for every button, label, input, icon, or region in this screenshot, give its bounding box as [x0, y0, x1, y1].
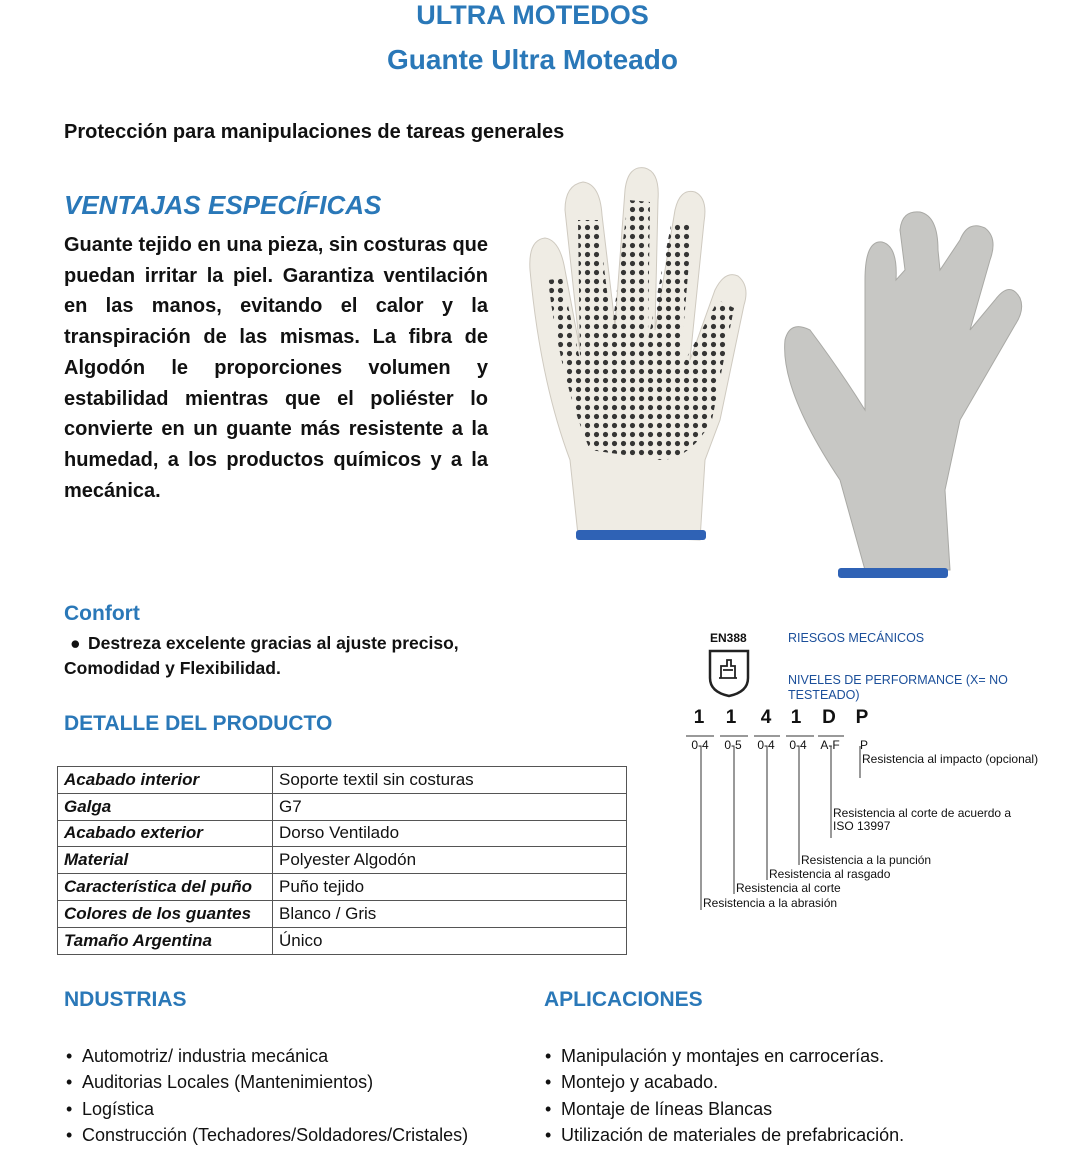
- gloves-image: [520, 160, 1030, 590]
- ventajas-text: Guante tejido en una pieza, sin costuras que puedan irritar la piel. Garantiza ventilación en las manos, evitando el calor y la transpiración de las mismas. La fibra de Algodón le proporciones volumen y estabilidad mientras que el poliéster lo convierte en un guante más resistente a la humedad, a los productos químicos y a la mecánica.: [64, 234, 488, 502]
- product-detail-table: [57, 766, 627, 955]
- table-row: [58, 767, 627, 794]
- confort-line2: Comodidad y Flexibilidad.: [64, 658, 281, 678]
- annotation-corte: Resistencia al corte: [736, 881, 841, 895]
- annotation-impacto: Resistencia al impacto (opcional): [862, 752, 1039, 766]
- industrias-heading: NDUSTRIAS: [64, 988, 187, 1011]
- code-impacto: P: [855, 707, 869, 728]
- list-item: • Construcción (Techadores/Soldadores/Cristales): [66, 1123, 468, 1149]
- annotation-rasgado: Resistencia al rasgado: [769, 867, 891, 881]
- row-value: Soporte textil sin costuras: [273, 767, 627, 794]
- aplicaciones-list: [545, 1044, 904, 1149]
- code-puncion: 1: [790, 707, 802, 728]
- detalle-heading: DETALLE DEL PRODUCTO: [64, 712, 333, 735]
- row-label: Tamaño Argentina: [58, 927, 273, 954]
- range-puncion: 0-4: [789, 738, 807, 752]
- list-item: • Montaje de líneas Blancas: [545, 1097, 904, 1123]
- row-value: Polyester Algodón: [273, 847, 627, 874]
- list-item: • Manipulación y montajes en carrocerías.: [545, 1044, 904, 1070]
- table-row: [58, 900, 627, 927]
- code-corte-iso: D: [822, 707, 836, 728]
- confort-line1: Destreza excelente gracias al ajuste preciso,: [88, 633, 459, 653]
- riesgos-label: RIESGOS MECÁNICOS: [788, 631, 925, 645]
- table-row: [58, 793, 627, 820]
- row-label: Galga: [58, 793, 273, 820]
- table-row: [58, 874, 627, 901]
- confort-bullet: [70, 633, 459, 654]
- table-row: [58, 847, 627, 874]
- list-item: • Auditorias Locales (Mantenimientos): [66, 1070, 468, 1096]
- aplicaciones-heading: APLICACIONES: [544, 988, 703, 1011]
- code-rasgado: 4: [760, 707, 772, 728]
- en388-shield-icon: [707, 648, 751, 698]
- range-abrasion: 0-4: [691, 738, 709, 752]
- row-label: Acabado exterior: [58, 820, 273, 847]
- row-label: Colores de los guantes: [58, 900, 273, 927]
- row-value: Puño tejido: [273, 874, 627, 901]
- doc-subtitle: Guante Ultra Moteado: [387, 44, 678, 75]
- gray-glove-icon: [785, 212, 1022, 578]
- ventajas-heading: VENTAJAS ESPECÍFICAS: [64, 190, 382, 220]
- row-label: Material: [58, 847, 273, 874]
- bullet-icon: ●: [70, 633, 81, 653]
- row-value: Dorso Ventilado: [273, 820, 627, 847]
- white-dotted-glove-icon: [530, 168, 746, 540]
- list-item: • Automotriz/ industria mecánica: [66, 1044, 468, 1070]
- code-abrasion: 1: [693, 707, 705, 728]
- row-label: Acabado interior: [58, 767, 273, 794]
- doc-title: ULTRA MOTEDOS: [416, 0, 649, 30]
- industrias-list: [66, 1044, 468, 1149]
- range-rasgado: 0-4: [757, 738, 775, 752]
- table-row: [58, 820, 627, 847]
- confort-heading: Confort: [64, 602, 140, 625]
- row-value: Único: [273, 927, 627, 954]
- row-label: Característica del puño: [58, 874, 273, 901]
- annotation-puncion: Resistencia a la punción: [801, 853, 932, 867]
- range-impacto: P: [859, 738, 868, 752]
- annotation-abrasion: Resistencia a la abrasión: [703, 896, 838, 910]
- list-item: • Utilización de materiales de prefabricación.: [545, 1123, 904, 1149]
- row-value: G7: [273, 793, 627, 820]
- list-item: • Logística: [66, 1097, 468, 1123]
- range-corte-iso: A-F: [820, 738, 840, 752]
- annotation-corte-iso: Resistencia al corte de acuerdo a ISO 13997: [833, 806, 1012, 833]
- table-row: [58, 927, 627, 954]
- code-corte: 1: [725, 707, 737, 728]
- product-description: Protección para manipulaciones de tareas generales: [64, 121, 565, 143]
- row-value: Blanco / Gris: [273, 900, 627, 927]
- range-corte: 0-5: [724, 738, 742, 752]
- niveles-label: NIVELES DE PERFORMANCE (X= NO TESTEADO): [788, 673, 1008, 702]
- en388-label: EN388: [710, 631, 747, 645]
- list-item: • Montejo y acabado.: [545, 1070, 904, 1096]
